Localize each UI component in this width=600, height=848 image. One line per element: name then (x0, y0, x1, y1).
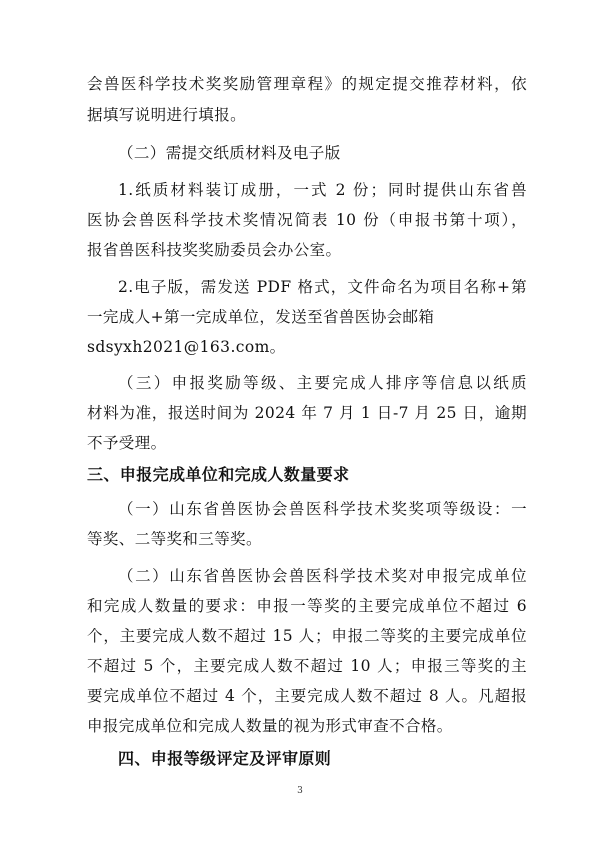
text-line: 材料为准，报送时间为 2024 年 7 月 1 日-7 月 25 日，逾期 (87, 404, 527, 422)
text-line: 2.电子版，需发送 PDF 格式，文件命名为项目名称+第 (118, 278, 527, 296)
text-line: （三）申报奖励等级、主要完成人排序等信息以纸质 (118, 374, 527, 392)
section-heading: 三、申报完成单位和完成人数量要求 (87, 465, 350, 484)
page-number: 3 (297, 786, 303, 796)
text-line: 报省兽医科技奖奖励委员会办公室。 (87, 241, 342, 259)
section-heading: 四、申报等级评定及评审原则 (118, 749, 332, 768)
text-line: 要完成单位不超过 4 个，主要完成人数不超过 8 人。凡超报 (87, 687, 527, 705)
text-line: 个，主要完成人数不超过 15 人；申报二等奖的主要完成单位 (87, 627, 527, 645)
text-line: 和完成人数量的要求：申报一等奖的主要完成单位不超过 6 (87, 597, 527, 615)
text-line: 据填写说明进行填报。 (87, 106, 247, 124)
email-address: sdsyxh2021@163.com。 (87, 338, 286, 356)
text-line: 申报完成单位和完成人数量的视为形式审查不合格。 (87, 717, 453, 735)
text-line: （二）需提交纸质材料及电子版 (118, 144, 341, 162)
text-line: 会兽医科学技术奖奖励管理章程》的规定提交推荐材料，依 (87, 75, 527, 93)
text-line: 不予受理。 (87, 434, 167, 452)
text-line: 1.纸质材料装订成册，一式 2 份；同时提供山东省兽 (118, 181, 527, 199)
text-line: 医协会兽医科学技术奖情况简表 10 份（申报书第十项）， (87, 211, 527, 229)
text-line: （二）山东省兽医协会兽医科学技术奖对申报完成单位 (118, 567, 527, 585)
text-line: 等奖、二等奖和三等奖。 (87, 530, 262, 548)
text-line: （一）山东省兽医协会兽医科学技术奖奖项等级设：一 (118, 500, 527, 518)
text-line: 一完成人+第一完成单位，发送至省兽医协会邮箱 (87, 308, 435, 326)
text-line: 不超过 5 个，主要完成人数不超过 10 人；申报三等奖的主 (87, 657, 527, 675)
